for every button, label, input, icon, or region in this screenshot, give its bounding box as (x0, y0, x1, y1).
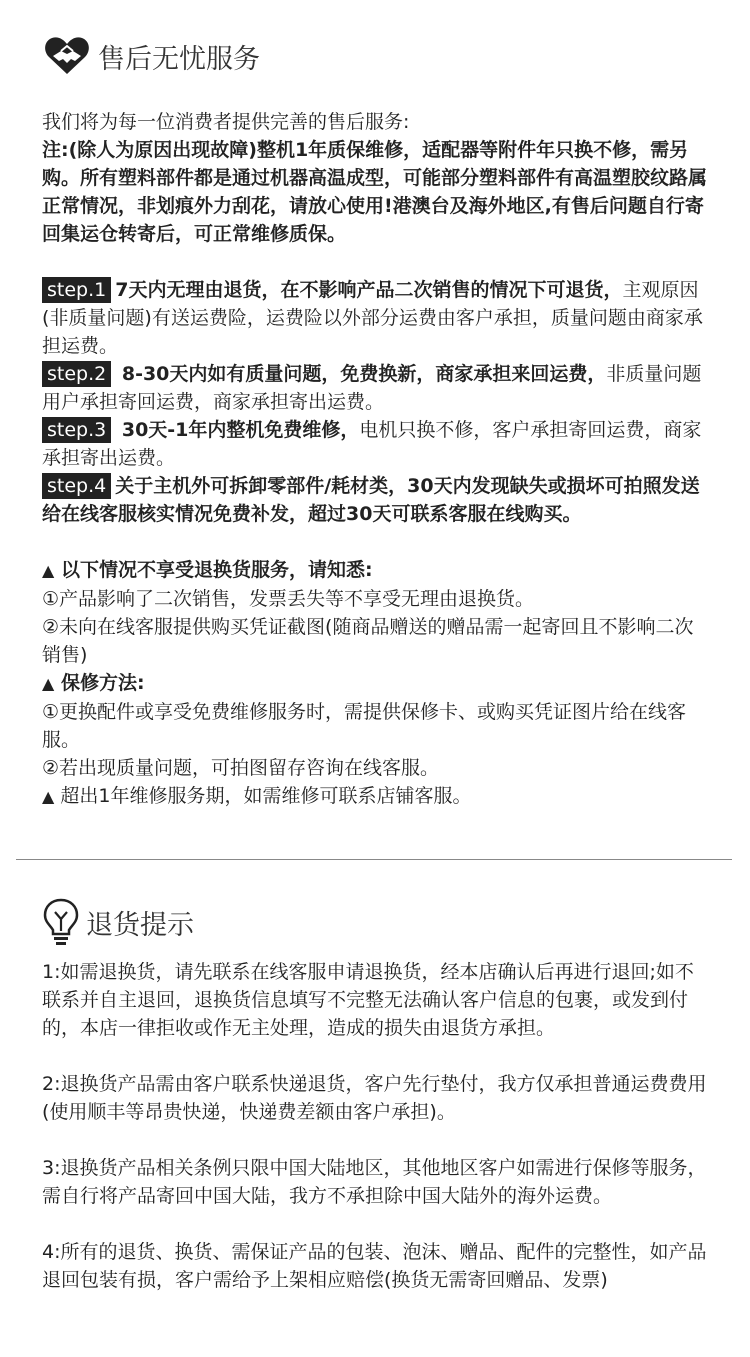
no-return-heading (42, 556, 710, 585)
return-tip-item: 1:如需退换货，请先联系在线客服申请退换货，经本店确认后再进行退回;如不联系并自主退回，退换货信息填写不完整无法确认客户信息的包裹，或发到付的，本店一律拒收或作无主处理，造成的损失由退货方承担。 (42, 961, 694, 1039)
return-tips-content (42, 958, 710, 1294)
step-tag: step.4 (42, 473, 111, 499)
step-tag: step.2 (42, 361, 111, 387)
step-bold-text: 30天-1年内整机免费维修， (115, 419, 360, 441)
triangle-icon: ▲ (42, 561, 55, 580)
over-period-text: 超出1年维修服务期，如需维修可联系店铺客服。 (60, 785, 472, 807)
after-sales-intro: 我们将为每一位消费者提供完善的售后服务: (42, 111, 410, 133)
repair-heading (42, 669, 710, 698)
section-divider (16, 859, 732, 860)
return-tip-item: 3:退换货产品相关条例只限中国大陆地区，其他地区客户如需进行保修等服务，需自行将产品寄回中国大陆，我方不承担除中国大陆外的海外运费。 (42, 1157, 707, 1207)
step-item (42, 472, 710, 528)
triangle-icon: ▲ (42, 787, 55, 806)
return-tip-item: 4:所有的退货、换货、需保证产品的包装、泡沫、赠品、配件的完整性，如产品退回包装有损，客户需给予上架相应赔偿(换货无需寄回赠品、发票) (42, 1241, 707, 1291)
warranty-note: 注:(除人为原因出现故障)整机1年质保维修，适配器等附件年只换不修，需另购。所有塑料部件都是通过机器高温成型，可能部分塑料部件有高温塑胶纹路属正常情况，非划痕外力刮花，请放心使用!港澳台及海外地区,有售后问题自行寄回集运仓转寄后，可正常维修质保。 (42, 139, 708, 245)
no-return-item: ①产品影响了二次销售，发票丢失等不享受无理由退换货。 (42, 588, 535, 610)
repair-item: ①更换配件或享受免费维修服务时，需提供保修卡、或购买凭证图片给在线客服。 (42, 701, 687, 751)
return-tips-title: 退货提示 (86, 909, 194, 941)
step-item (42, 416, 710, 472)
step-bold-text: 7天内无理由退货，在不影响产品二次销售的情况下可退货， (115, 279, 623, 301)
handshake-heart-icon (42, 34, 92, 78)
repair-heading-text: 保修方法: (60, 672, 145, 694)
return-tip-item: 2:退换货产品需由客户联系快递退货，客户先行垫付，我方仅承担普通运费费用(使用顺丰等昂贵快递，快递费差额由客户承担)。 (42, 1073, 707, 1123)
after-sales-title: 售后无忧服务 (98, 43, 260, 75)
after-sales-content (42, 108, 710, 811)
repair-item: ②若出现质量问题，可拍图留存咨询在线客服。 (42, 757, 440, 779)
step-bold-text: 8-30天内如有质量问题，免费换新，商家承担来回运费， (115, 363, 607, 385)
over-period-note (42, 782, 710, 811)
step-text: 电机只换不修，客户承担寄回运费，商家承担寄出运费。 (42, 419, 702, 469)
step-item (42, 276, 710, 360)
no-return-item: ②未向在线客服提供购买凭证截图(随商品赠送的赠品需一起寄回且不影响二次销售) (42, 616, 694, 666)
triangle-icon: ▲ (42, 674, 55, 693)
step-tag: step.1 (42, 277, 111, 303)
return-tips-heading (42, 897, 194, 947)
lightbulb-icon (42, 897, 80, 947)
after-sales-heading (42, 34, 260, 78)
step-bold-text: 关于主机外可拆卸零部件/耗材类，30天内发现缺失或损坏可拍照发送给在线客服核实情况免费补发，超过30天可联系客服在线购买。 (42, 475, 700, 525)
step-text: 非质量问题用户承担寄回运费，商家承担寄出运费。 (42, 363, 702, 413)
no-return-heading-text: 以下情况不享受退换货服务，请知悉: (60, 559, 373, 581)
step-tag: step.3 (42, 417, 111, 443)
step-item (42, 360, 710, 416)
step-text: 主观原因(非质量问题)有送运费险，运费险以外部分运费由客户承担，质量问题由商家承担运费。 (42, 279, 703, 357)
